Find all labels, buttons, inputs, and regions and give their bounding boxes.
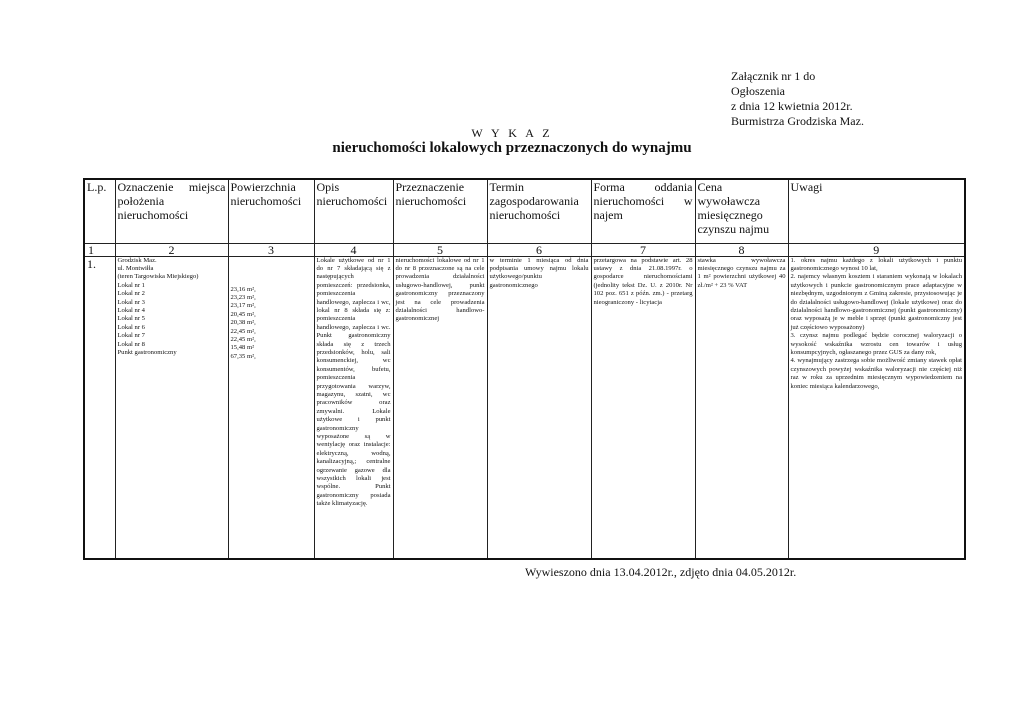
document-heading: W Y K A Z [471,126,553,140]
location-line: Grodzisk Maz. [117,256,157,264]
header-line: Załącznik nr 1 do [731,69,816,83]
location-line: Lokal nr 3 [117,298,145,306]
location-cell [115,256,228,559]
location-line: (teren Targowiska Miejskiego) [117,273,199,281]
area-value: 20,45 m², [230,310,256,318]
remark-item: 3. czynsz najmu podlegać będzie corocznej waloryzacji o wysokość wskaźnika wzrostu cen towarów i usług konsumpcyjnych, ogłaszanego przez GUS za dany rok, [790,332,962,356]
column-number: 4 [314,243,393,256]
remark-item: 4. wynajmujący zastrzega sobie możliwość zmiany stawek opłat czynszowych powyżej wskaźnika waloryzacji nie częściej niż raz w roku za uprzednim miesięcznym wypowiedzeniem na koniec miesiąca kalendarzowego, [790,357,962,390]
remark-item: 1. okres najmu każdego z lokali użytkowych i punktu gastronomicznego wynosi 10 lat, [790,256,962,272]
column-header: Uwagi [788,179,965,243]
column-header: Termin zagospodarowania nieruchomości [487,179,591,243]
header-row [84,179,965,243]
column-header: Opis nieruchomości [314,179,393,243]
header-line: Burmistrza Grodziska Maz. [731,114,864,128]
header-line: z dnia 12 kwietnia 2012r. [731,99,853,113]
area-value: 23,23 m², [230,293,256,301]
location-line: Lokal nr 1 [117,281,145,289]
column-header: Cena wywoławcza miesięcznego czynszu najmu [695,179,788,243]
column-number: 7 [591,243,695,256]
area-value: 15,48 m² [230,344,255,352]
area-cell [228,256,314,559]
area-value: 20,38 m², [230,319,256,327]
column-number: 9 [788,243,965,256]
area-value: 67,35 m², [230,352,256,360]
area-value: 22,45 m², [230,335,256,343]
location-line: Lokal nr 7 [117,332,145,340]
column-number: 8 [695,243,788,256]
column-header: Forma oddania nieruchomości w najem [591,179,695,243]
property-table [83,178,966,560]
column-number: 5 [393,243,487,256]
location-line: Lokal nr 4 [117,306,145,314]
column-number: 1 [84,243,115,256]
area-value: 23,16 m², [230,285,256,293]
remark-item: 2. najemcy własnym kosztem i staraniem wykonają w lokalach użytkowych i punkcie gastronomicznym prace adaptacyjne w niezbędnym, uzgodnionym z Gminą zakresie, przystosowując je do działalności usługowo-handlowej (lokale użytkowe) oraz do działalności handlowo-gastronomicznej (punkt gastronomiczny) oraz wyposażą je w meble i sprzęt (punkt gastronomiczny jest już częściowo wyposażony) [790,273,962,331]
price-cell: stawka wywoławcza miesięcznego czynszu najmu za 1 m² powierzchni użytkowej 40 zł./m² + 23 % VAT [695,256,788,559]
location-line: ul. Montwiłła [117,264,154,272]
column-header: Oznaczenie miejsca położenia nieruchomości [115,179,228,243]
purpose-cell: nieruchomości lokalowe od nr 1 do nr 8 przeznaczone są na cele prowadzenia działalności usługowo-handlowej, punkt gastronomiczny przeznaczony jest na cele prowadzenia działalności handlowo-gastronomicznej [393,256,487,559]
row-number: 1. [84,256,115,559]
attachment-header [731,69,864,129]
form-cell: przetargowa na podstawie art. 28 ustawy z dnia 21.08.1997r. o gospodarce nieruchomościami (jednolity tekst Dz. U. z 2010r. Nr 102 poz. 651 z późn. zm.) - przetarg nieograniczony - licytacja [591,256,695,559]
table-row [84,256,965,559]
area-value: 22,45 m², [230,327,256,335]
column-header: Przeznaczenie nieruchomości [393,179,487,243]
location-line: Lokal nr 5 [117,315,145,323]
header-line: Ogłoszenia [731,84,785,98]
column-number: 2 [115,243,228,256]
location-line: Lokal nr 8 [117,340,145,348]
document-title: nieruchomości lokalowych przeznaczonych do wynajmu [332,140,692,156]
location-line: Lokal nr 6 [117,323,145,331]
column-number: 3 [228,243,314,256]
term-cell: w terminie 1 miesiąca od dnia podpisania umowy najmu lokalu użytkowego/punktu gastronomicznego [487,256,591,559]
description-cell: Lokale użytkowe od nr 1 do nr 7 składającą się z następujących pomieszczeń: przedsionka, pomieszczenia handlowego, zaplecza i wc, lokal nr 8 składa się z: pomieszczenia handlowego, zaplecza i wc. Punkt gastronomiczny składa się z trzech przedsionków, holu, sali konsumenckiej, wc konsumentów, bufetu, pomieszczenia przygotowania warzyw, magazynu, szatni, wc pracowników oraz zmywalni. Lokale użytkowe i punkt gastronomiczny wyposażone są w wentylację oraz instalacje: elektryczną, wodną, kanalizacyjną,; centralne ogrzewanie gazowe dla wszystkich lokali jest wspólne. Punkt gastronomiczny posiada także klimatyzację. [314,256,393,559]
column-header: L.p. [84,179,115,243]
column-number-row [84,243,965,256]
column-number: 6 [487,243,591,256]
location-line: Punkt gastronomiczny [117,348,177,356]
column-header: Powierzchnia nieruchomości [228,179,314,243]
posting-note: Wywieszono dnia 13.04.2012r., zdjęto dnia 04.05.2012r. [525,565,797,579]
area-value: 23,17 m², [230,302,256,310]
location-line: Lokal nr 2 [117,290,145,298]
remarks-cell [788,256,965,559]
